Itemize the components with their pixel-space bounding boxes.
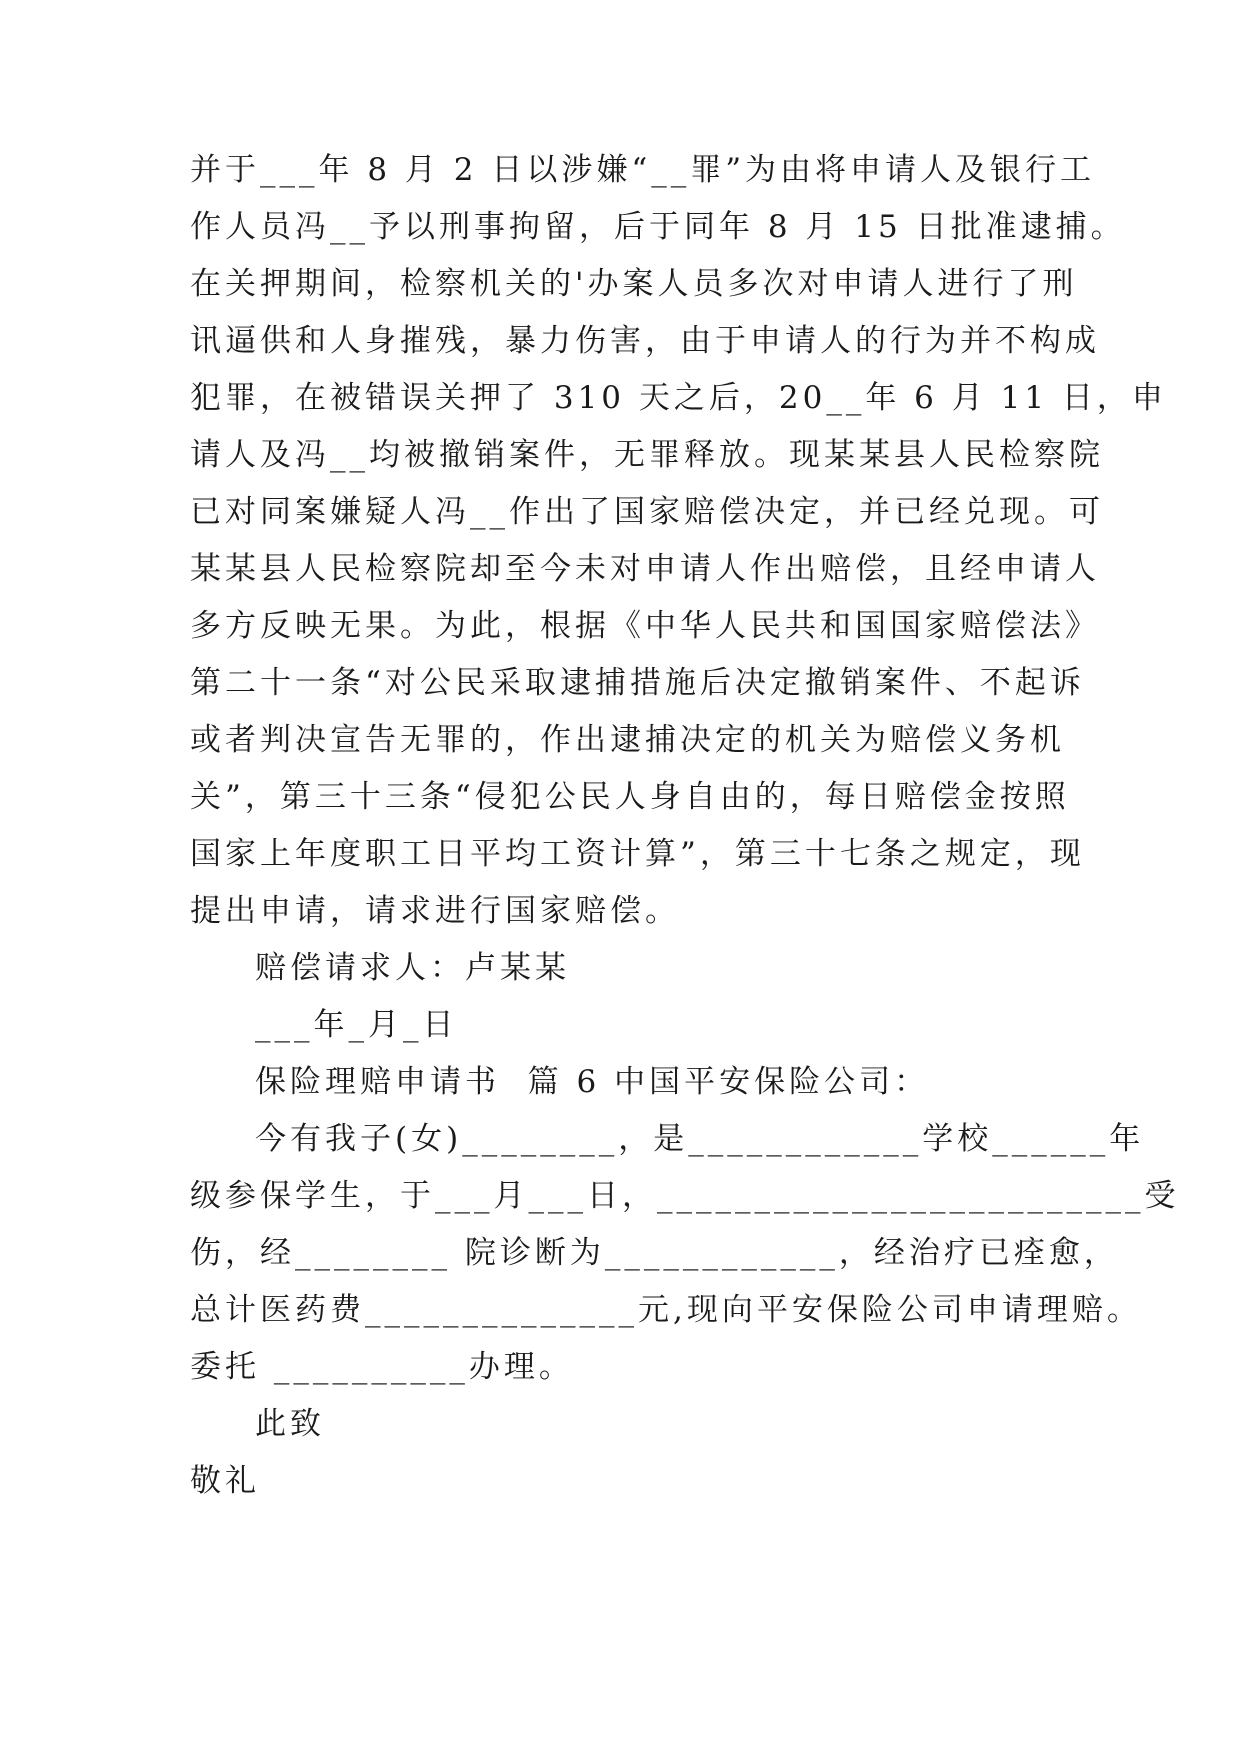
paragraph-line: 级参保学生，于___月___日，_________________________受 — [190, 1178, 1180, 1214]
closing-regards: 敬礼 — [190, 1463, 260, 1499]
closing-salutation: 此致 — [255, 1406, 325, 1442]
paragraph-line: 请人及冯__均被撤销案件，无罪释放。现某某县人民检察院 — [190, 437, 1104, 473]
section-heading: 保险理赔申请书 篇 6 中国平安保险公司： — [255, 1064, 930, 1100]
paragraph-line: 关”，第三十三条“侵犯公民人身自由的，每日赔偿金按照 — [190, 779, 1070, 815]
paragraph-line: 在关押期间，检察机关的'办案人员多次对申请人进行了刑 — [190, 266, 1078, 302]
paragraph-line: 某某县人民检察院却至今未对申请人作出赔偿，且经申请人 — [190, 551, 1100, 587]
paragraph-line: 第二十一条“对公民采取逮捕措施后决定撤销案件、不起诉 — [190, 665, 1085, 701]
claimant-signature: 赔偿请求人：卢某某 — [255, 950, 570, 986]
date-line: ___年_月_日 — [255, 1007, 458, 1043]
paragraph-line: 今有我子(女)________，是____________学校______年 — [255, 1121, 1145, 1157]
paragraph-line: 犯罪，在被错误关押了 310 天之后，20__年 6 月 11 日，申 — [190, 380, 1167, 416]
paragraph-line: 伤，经________ 院诊断为____________，经治疗已痊愈， — [190, 1235, 1119, 1271]
paragraph-line: 总计医药费______________元,现向平安保险公司申请理赔。 — [190, 1292, 1142, 1328]
paragraph-line: 已对同案嫌疑人冯__作出了国家赔偿决定，并已经兑现。可 — [190, 494, 1104, 530]
paragraph-line: 国家上年度职工日平均工资计算”，第三十七条之规定，现 — [190, 836, 1085, 872]
paragraph-line: 并于___年 8 月 2 日以涉嫌“__罪”为由将申请人及银行工 — [190, 152, 1096, 188]
paragraph-line: 作人员冯__予以刑事拘留，后于同年 8 月 15 日批准逮捕。 — [190, 209, 1126, 245]
paragraph-line: 讯逼供和人身摧残，暴力伤害，由于申请人的行为并不构成 — [190, 323, 1100, 359]
paragraph-line: 或者判决宣告无罪的，作出逮捕决定的机关为赔偿义务机 — [190, 722, 1065, 758]
paragraph-line: 委托 __________办理。 — [190, 1349, 574, 1385]
paragraph-line: 多方反映无果。为此，根据《中华人民共和国国家赔偿法》 — [190, 608, 1100, 644]
paragraph-line: 提出申请，请求进行国家赔偿。 — [190, 893, 680, 929]
